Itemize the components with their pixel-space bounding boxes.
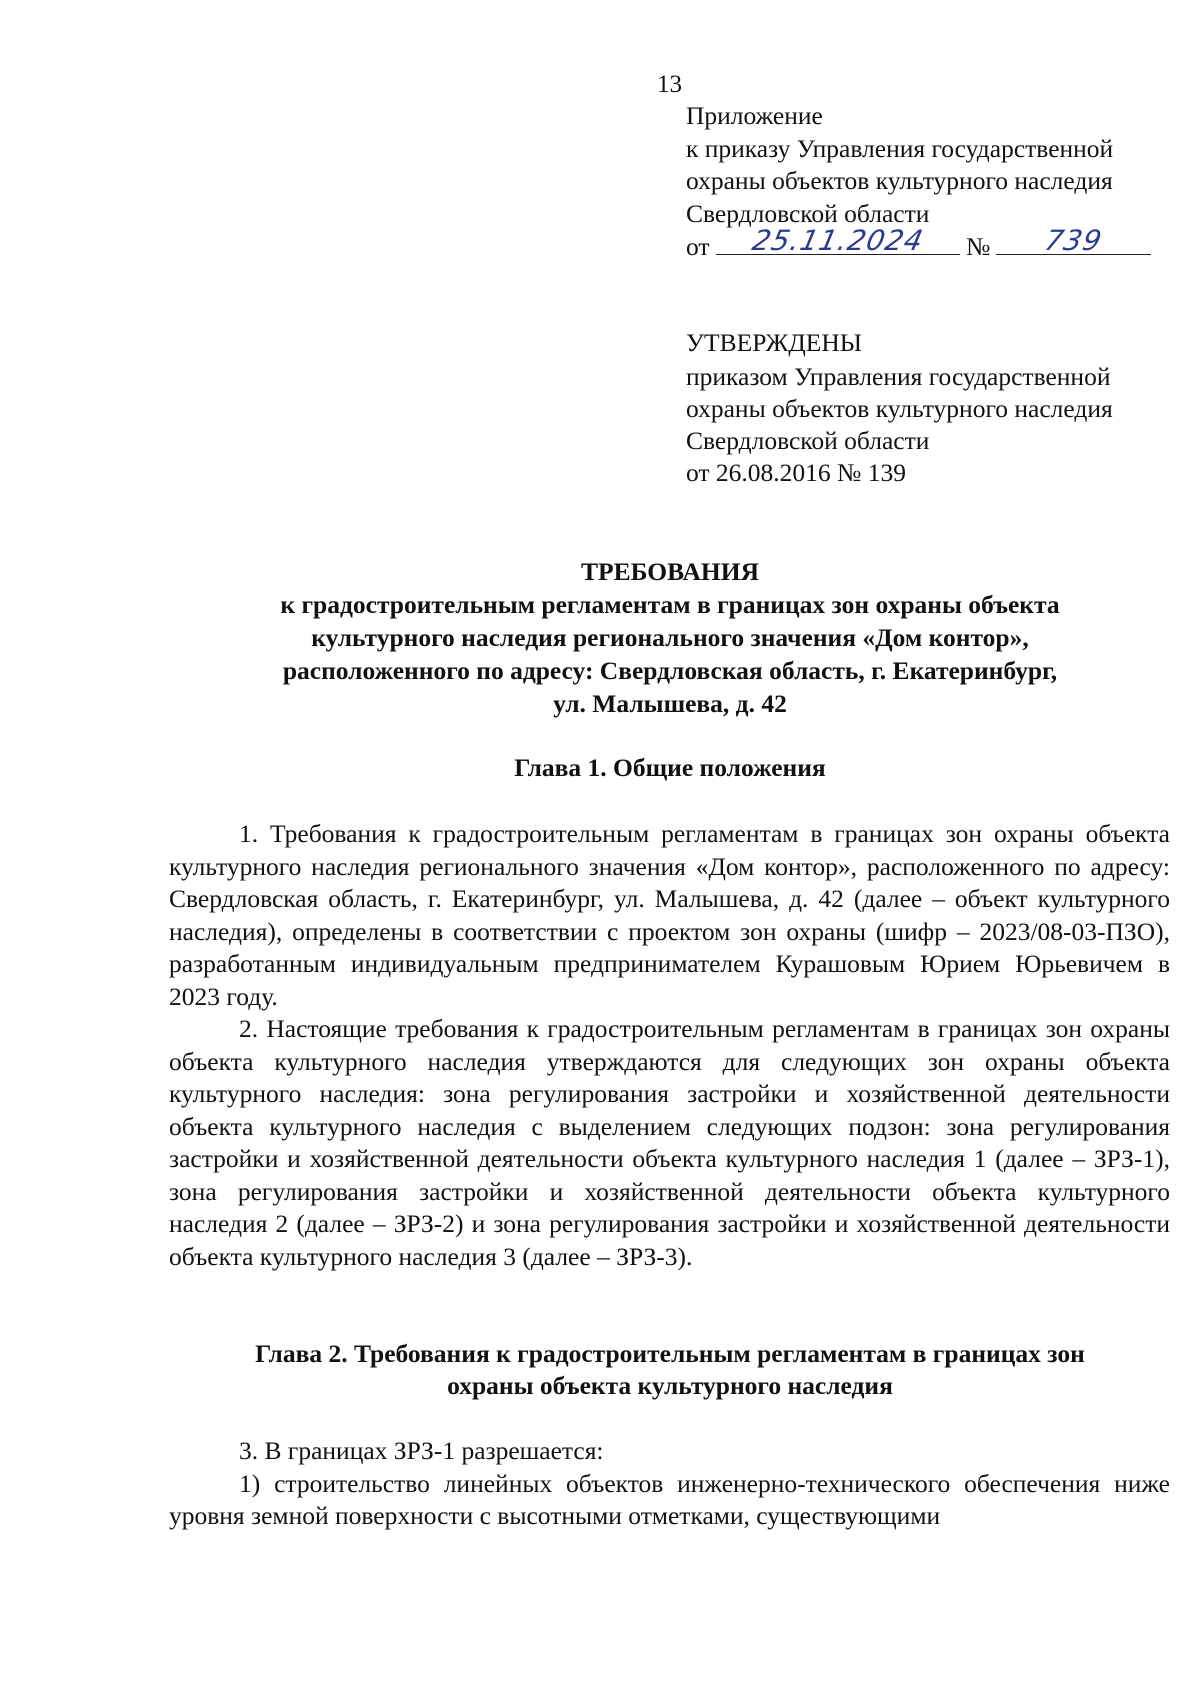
appendix-block	[686, 100, 1186, 264]
chapter-2-heading-line: Глава 2. Требования к градостроительным регламентам в границах зон	[255, 1339, 1085, 1368]
chapter-1-heading: Глава 1. Общие положения	[514, 753, 826, 782]
from-label: от	[686, 232, 710, 261]
approved-block	[686, 327, 1186, 489]
title-line: к градостроительным регламентам в границах зон охраны объекта	[280, 590, 1060, 619]
date-blank	[716, 224, 960, 257]
chapter-2-body	[169, 1435, 1170, 1533]
appendix-line: к приказу Управления государственной	[686, 133, 1114, 163]
chapter-2-heading	[170, 1338, 1170, 1402]
document-title	[170, 555, 1170, 720]
approved-line: Свердловской области	[686, 426, 930, 455]
number-blank	[996, 224, 1151, 257]
page-number: 13	[657, 71, 682, 98]
paragraph: 1) строительство линейных объектов инженерно-технического обеспечения ниже уровня земной поверхности с высотными отметками, существующими	[169, 1468, 1170, 1530]
chapter-1-body	[169, 818, 1170, 1273]
order-date-number-line	[686, 224, 1186, 264]
paragraph: 1. Требования к градостроительным регламентам в границах зон охраны объекта культурного наследия регионального значения «Дом контор», расположенного по адресу: Свердловская область, г. Екатеринбург, ул. Малышева, д. 42 (далее – объект культурного наследия), определены в соответствии с проектом зон охраны (шифр – 2023/08-03-ПЗО), разработанным индивидуальным предпринимателем Курашовым Юрием Юрьевичем в 2023 году.	[169, 819, 1170, 1011]
approved-line: от 26.08.2016 № 139	[686, 458, 907, 487]
paragraph: 3. В границах ЗРЗ-1 разрешается:	[239, 1436, 604, 1465]
number-label: №	[965, 232, 991, 261]
approved-line: приказом Управления государственной	[686, 362, 1111, 391]
paragraph: 2. Настоящие требования к градостроительным регламентам в границах зон охраны объекта культурного наследия утверждаются для следующих зон охраны объекта культурного наследия: зона регулирования застройки и хозяйственной деятельности объекта культурного наследия с выделением следующих подзон: зона регулирования застройки и хозяйственной деятельности объекта культурного наследия 1 (далее – ЗРЗ-1), зона регулирования застройки и хозяйственной деятельности объекта культурного наследия 2 (далее – ЗРЗ-2) и зона регулирования застройки и хозяйственной деятельности объекта культурного наследия 3 (далее – ЗРЗ-3).	[169, 1014, 1170, 1271]
appendix-line: Свердловской области	[686, 198, 930, 228]
title-line: ТРЕБОВАНИЯ	[580, 557, 759, 586]
title-line: ул. Малышева, д. 42	[553, 689, 787, 718]
appendix-line: Приложение	[686, 101, 823, 130]
approved-title: УТВЕРЖДЕНЫ	[686, 328, 862, 357]
appendix-line: охраны объектов культурного наследия	[686, 166, 1113, 195]
handwritten-number: 739	[1042, 224, 1106, 257]
chapter-2-heading-line: охраны объекта культурного наследия	[447, 1371, 893, 1400]
approved-line: охраны объектов культурного наследия	[686, 394, 1113, 423]
handwritten-date: 25.11.2024	[748, 224, 927, 257]
title-line: расположенного по адресу: Свердловская область, г. Екатеринбург,	[282, 656, 1058, 685]
title-line: культурного наследия регионального значения «Дом контор»,	[311, 623, 1029, 652]
